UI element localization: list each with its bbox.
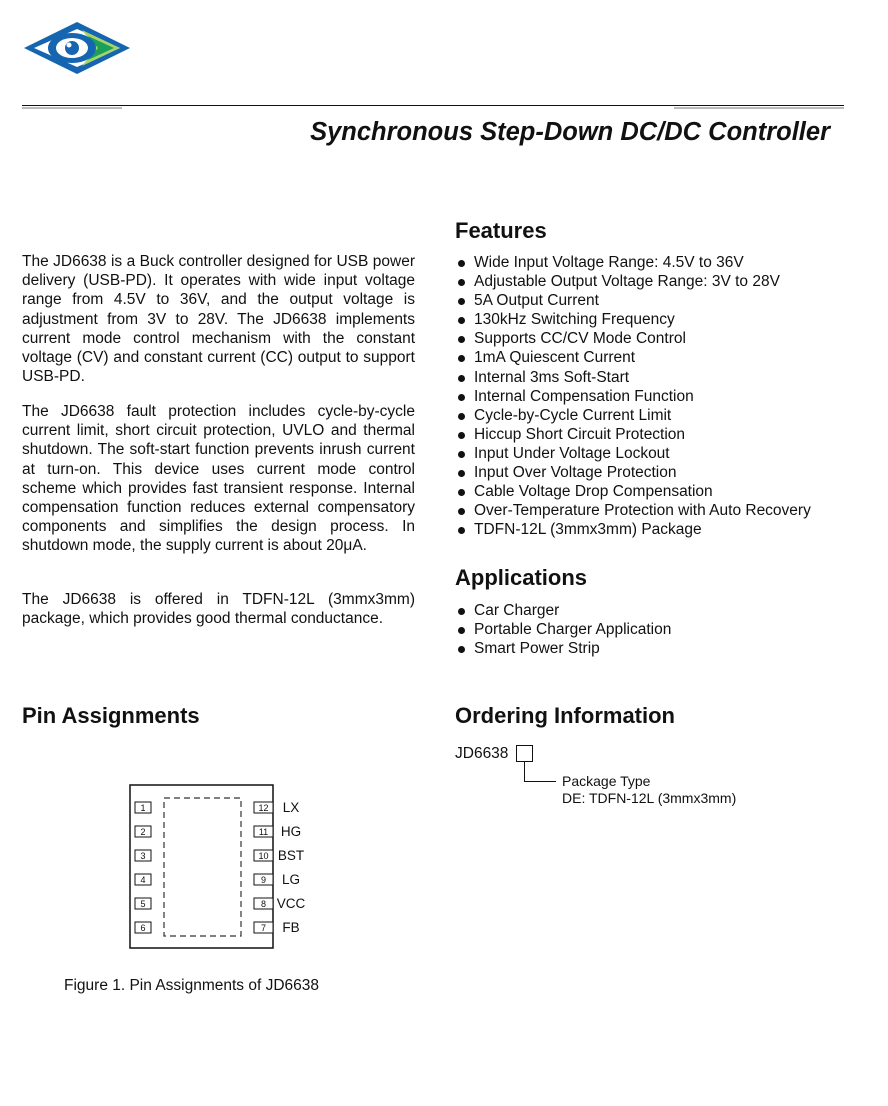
list-item: TDFN-12L (3mmx3mm) Package: [455, 520, 811, 539]
pin-number: 12: [258, 803, 269, 813]
list-item: Supports CC/CV Mode Control: [455, 329, 811, 348]
eye-logo-icon: [22, 20, 132, 76]
list-item: Hiccup Short Circuit Protection: [455, 425, 811, 444]
description-paragraph-2: The JD6638 fault protection includes cycle-by-cycle current limit, short circuit protection, UVLO and thermal shutdown. The soft-start function prevents inrush current at turn-on. This device uses current mode control scheme which provides fast transient response. Internal compensation function reduces external compensatory components and simplifies the design process. In shutdown mode, the supply current is about 20μA.: [22, 403, 415, 555]
pin-number: 8: [260, 899, 267, 909]
exposed-pad: [164, 798, 241, 936]
pin-number: 4: [140, 875, 146, 885]
applications-heading: Applications: [455, 565, 588, 590]
list-item: Wide Input Voltage Range: 4.5V to 36V: [455, 253, 811, 272]
pin-name: LX: [282, 800, 300, 815]
list-item: Portable Charger Application: [455, 620, 671, 639]
description-paragraph-3: The JD6638 is offered in TDFN-12L (3mmx3mm) package, which provides good thermal conductance.: [22, 591, 415, 628]
right-pin-group: [254, 800, 305, 935]
pin-number: 9: [260, 875, 267, 885]
package-type-label: Package Type: [562, 773, 651, 789]
document-title: Synchronous Step-Down DC/DC Controller: [310, 118, 830, 146]
list-item: 130kHz Switching Frequency: [455, 310, 811, 329]
pin-assignments-heading: Pin Assignments: [22, 703, 200, 728]
pin-name: VCC: [276, 896, 306, 911]
pin-number: 11: [258, 827, 269, 837]
package-type-value: DE: TDFN-12L (3mmx3mm): [562, 790, 737, 806]
pin-diagram: [110, 780, 320, 960]
list-item: Input Over Voltage Protection: [455, 463, 811, 482]
pin-name: HG: [280, 824, 302, 839]
description-paragraph-1: The JD6638 is a Buck controller designed for USB power delivery (USB-PD). It operates with wide input voltage range from 4.5V to 36V, and the output voltage is adjustment from 3V to 28V. The JD6638 implements current mode control mechanism with the constant voltage (CV) and constant current (CC) output to support USB-PD.: [22, 253, 415, 386]
list-item: Cable Voltage Drop Compensation: [455, 482, 811, 501]
list-item: Input Under Voltage Lockout: [455, 444, 811, 463]
list-item: Internal 3ms Soft-Start: [455, 368, 811, 387]
ordering-heading: Ordering Information: [455, 703, 675, 728]
list-item: Cycle-by-Cycle Current Limit: [455, 406, 811, 425]
applications-list: [455, 601, 671, 658]
list-item: 1mA Quiescent Current: [455, 348, 811, 367]
features-list: [455, 253, 811, 539]
pin-name: FB: [282, 920, 300, 935]
pin-number: 3: [140, 851, 146, 861]
pin-number: 10: [258, 851, 269, 861]
pin-number: 5: [140, 899, 146, 909]
pin-number: 1: [140, 803, 146, 813]
pin-number: 7: [260, 923, 267, 933]
package-code-box: [516, 745, 533, 762]
header-rule-shadow-left: [22, 107, 122, 109]
list-item: Over-Temperature Protection with Auto Recovery: [455, 501, 811, 520]
list-item: Car Charger: [455, 601, 671, 620]
pin-number: 2: [140, 827, 146, 837]
list-item: Adjustable Output Voltage Range: 3V to 28V: [455, 272, 811, 291]
features-heading: Features: [455, 218, 547, 243]
list-item: Internal Compensation Function: [455, 387, 811, 406]
pin-name: BST: [277, 848, 305, 863]
callout-line-horizontal: [524, 781, 556, 782]
left-pin-group: [135, 802, 151, 933]
pin-name: LG: [281, 872, 301, 887]
pin-number: 6: [140, 923, 146, 933]
callout-line-vertical: [524, 762, 525, 781]
header-rule: [22, 105, 844, 106]
figure-caption: Figure 1. Pin Assignments of JD6638: [64, 977, 320, 994]
list-item: Smart Power Strip: [455, 639, 671, 658]
part-number: JD6638: [455, 745, 509, 762]
header-rule-shadow-right: [674, 107, 844, 109]
list-item: 5A Output Current: [455, 291, 811, 310]
